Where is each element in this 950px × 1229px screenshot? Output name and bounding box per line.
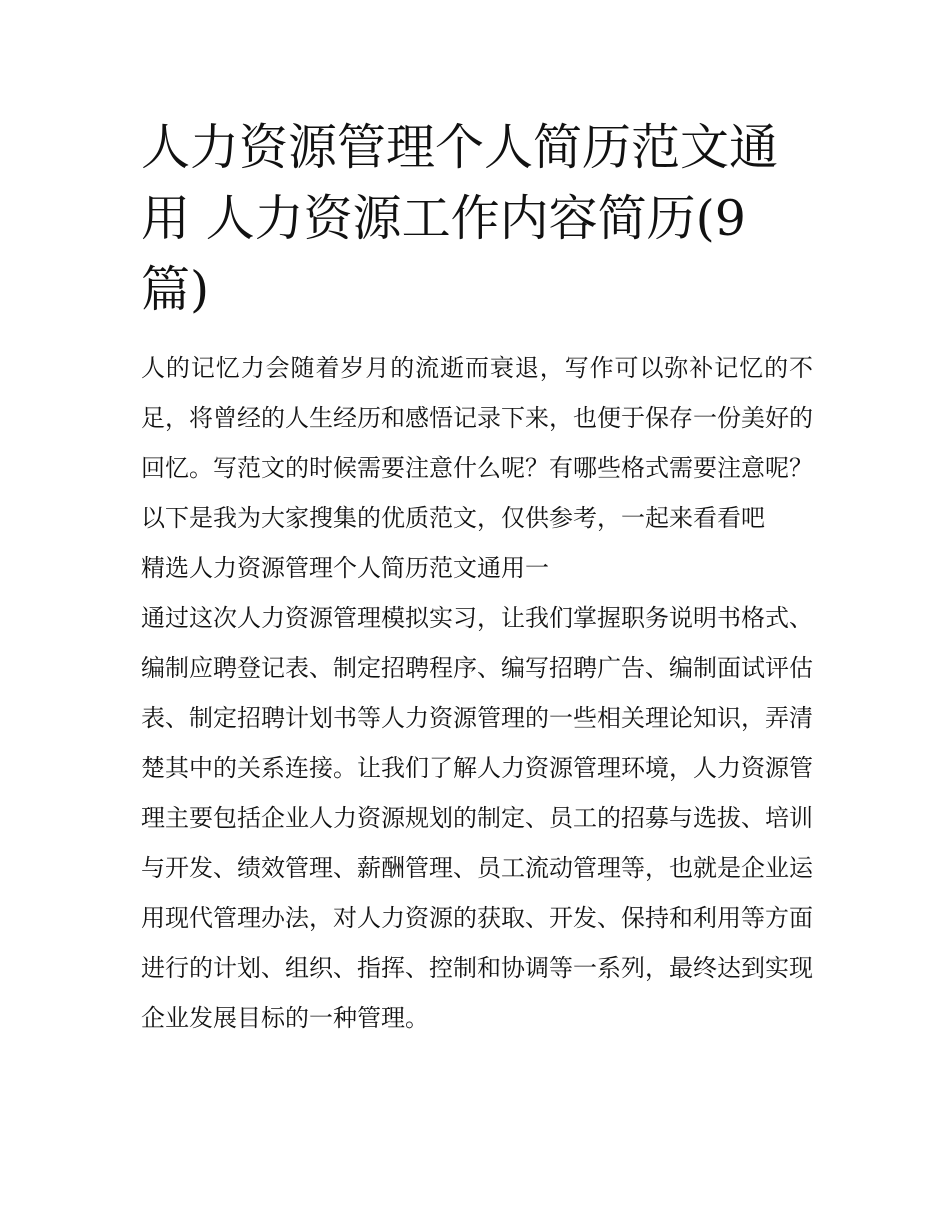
body-paragraph: 通过这次人力资源管理模拟实习，让我们掌握职务说明书格式、编制应聘登记表、制定招聘程序、编写招聘广告、编制面试评估表、制定招聘计划书等人力资源管理的一些相关理论知识，弄清楚其中的关系连接。让我们了解人力资源管理环境，人力资源管理主要包括企业人力资源规划的制定、员工的招募与选拔、培训与开发、绩效管理、薪酬管理、员工流动管理等，也就是企业运用现代管理办法，对人力资源的获取、开发、保持和利用等方面进行的计划、组织、指挥、控制和协调等一系列，最终达到实现企业发展目标的一种管理。	[141, 604, 813, 1032]
document-content	[141, 112, 813, 1043]
document-title: 人力资源管理个人简历范文通用 人力资源工作内容简历(9篇)	[141, 119, 779, 318]
intro-paragraph: 人的记忆力会随着岁月的流逝而衰退，写作可以弥补记忆的不足，将曾经的人生经历和感悟记录下来，也便于保存一份美好的回忆。写范文的时候需要注意什么呢？有哪些格式需要注意呢？以下是我为大家搜集的优质范文，仅供参考，一起来看看吧	[141, 354, 813, 532]
section-heading: 精选人力资源管理个人简历范文通用一	[141, 554, 549, 582]
